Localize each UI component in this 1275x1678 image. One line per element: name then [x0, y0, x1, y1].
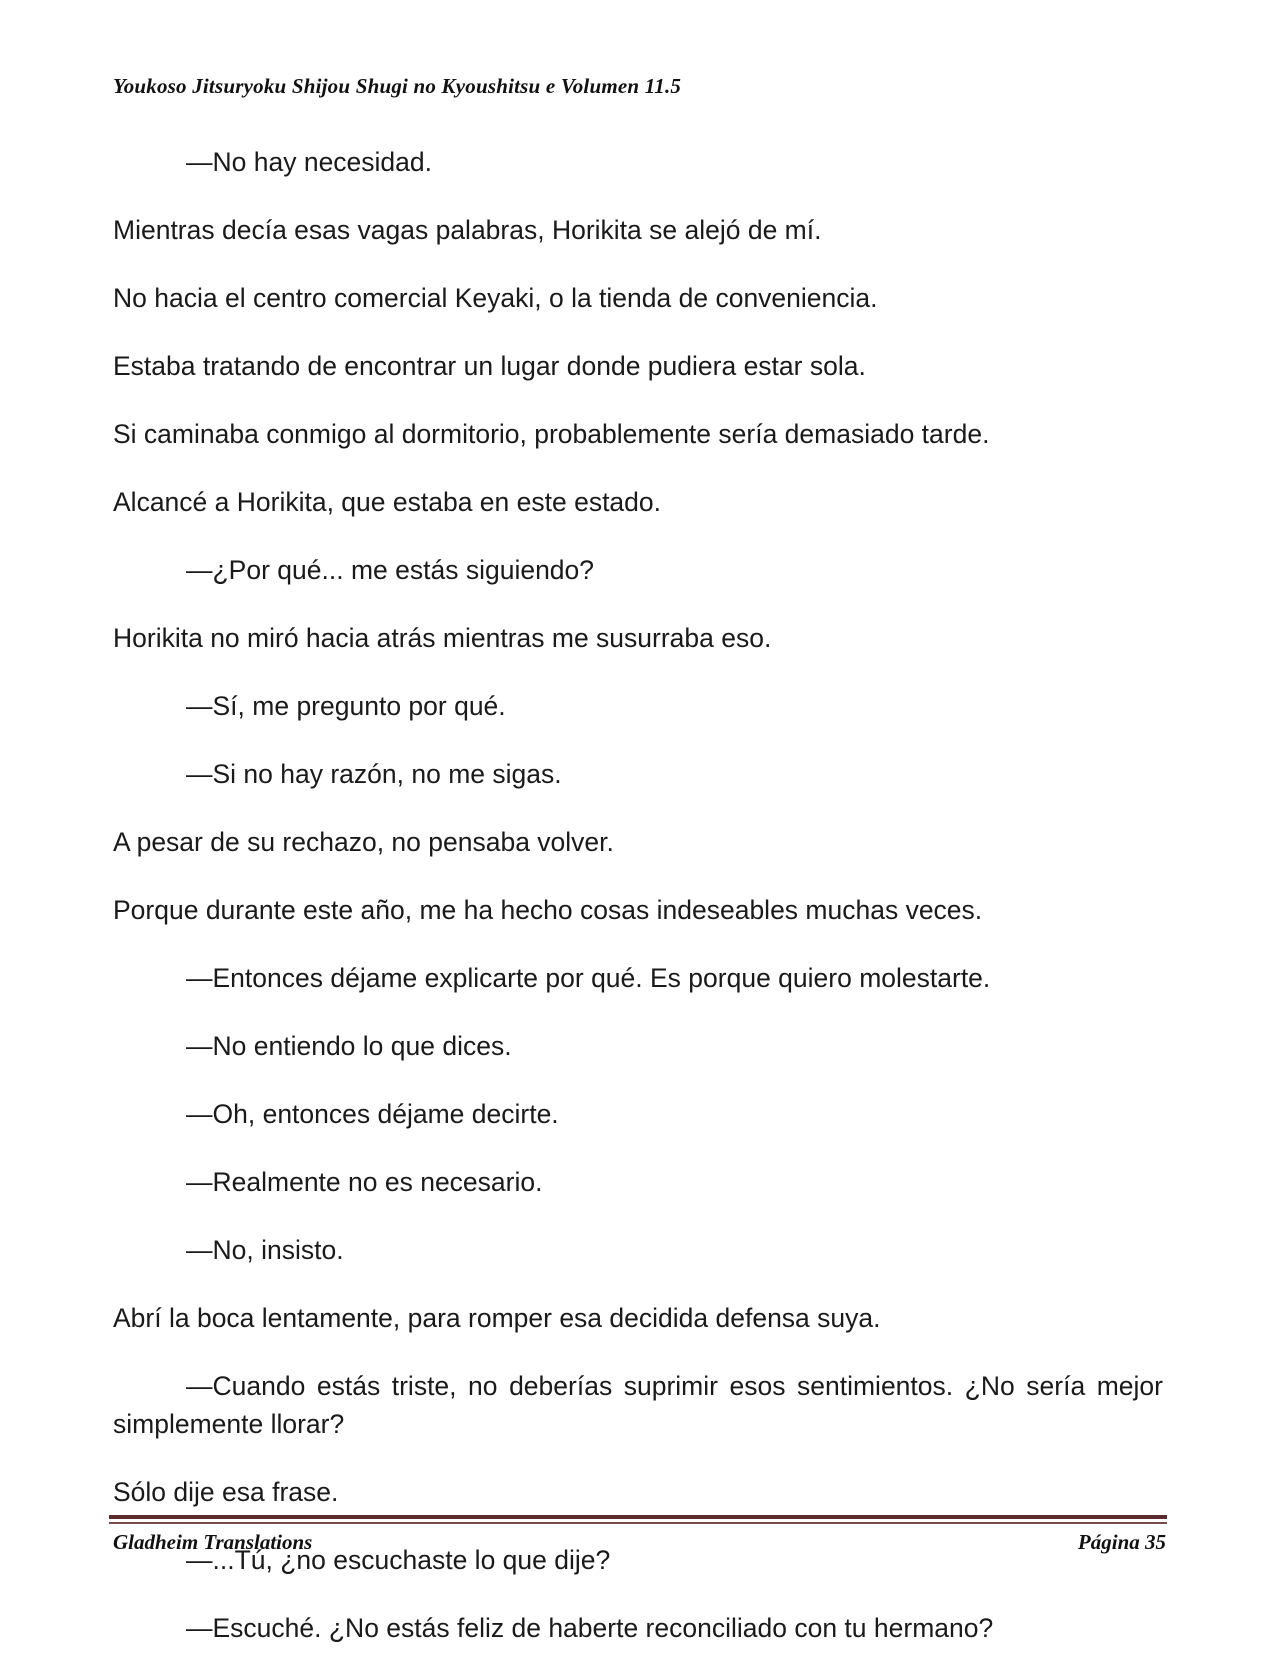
paragraph: —Escuché. ¿No estás feliz de haberte reconciliado con tu hermano? — [186, 1612, 994, 1643]
paragraph: —No hay necesidad. — [186, 147, 433, 177]
paragraph: —Si no hay razón, no me sigas. — [186, 759, 562, 789]
paragraph: —Oh, entonces déjame decirte. — [186, 1099, 559, 1129]
paragraph: Si caminaba conmigo al dormitorio, probablemente sería demasiado tarde. — [113, 419, 990, 449]
paragraph: Estaba tratando de encontrar un lugar donde pudiera estar sola. — [113, 351, 866, 381]
paragraph: —No, insisto. — [186, 1235, 344, 1265]
paragraph: —No entiendo lo que dices. — [186, 1031, 512, 1061]
paragraph: Horikita no miró hacia atrás mientras me susurraba eso. — [113, 623, 772, 653]
footer-divider-thin — [109, 1522, 1167, 1524]
page-number: Página 35 — [1077, 1530, 1166, 1554]
paragraph: —Realmente no es necesario. — [186, 1167, 543, 1197]
paragraph: Mientras decía esas vagas palabras, Horikita se alejó de mí. — [113, 215, 822, 245]
paragraph: —Cuando estás triste, no deberías suprimir esos sentimientos. ¿No sería mejor simplemente llorar? — [113, 1371, 1163, 1439]
footer-credit: Gladheim Translations — [113, 1530, 313, 1554]
body-text — [113, 144, 1163, 1678]
paragraph: A pesar de su rechazo, no pensaba volver. — [113, 827, 614, 857]
paragraph: —...Tú, ¿no escuchaste lo que dije? — [186, 1544, 611, 1575]
paragraph: Abrí la boca lentamente, para romper esa decidida defensa suya. — [113, 1303, 881, 1333]
page-header-title: Youkoso Jitsuryoku Shijou Shugi no Kyoushitsu e Volumen 11.5 — [113, 74, 682, 98]
paragraph: —Entonces déjame explicarte por qué. Es porque quiero molestarte. — [186, 963, 991, 993]
paragraph: —¿Por qué... me estás siguiendo? — [186, 555, 595, 585]
footer-divider-thick — [109, 1515, 1167, 1519]
paragraph: Porque durante este año, me ha hecho cosas indeseables muchas veces. — [113, 895, 983, 925]
paragraph: No hacia el centro comercial Keyaki, o la tienda de conveniencia. — [113, 283, 878, 313]
paragraph: Alcancé a Horikita, que estaba en este estado. — [113, 487, 662, 517]
paragraph: Sólo dije esa frase. — [113, 1476, 339, 1507]
paragraph: —Sí, me pregunto por qué. — [186, 691, 506, 721]
